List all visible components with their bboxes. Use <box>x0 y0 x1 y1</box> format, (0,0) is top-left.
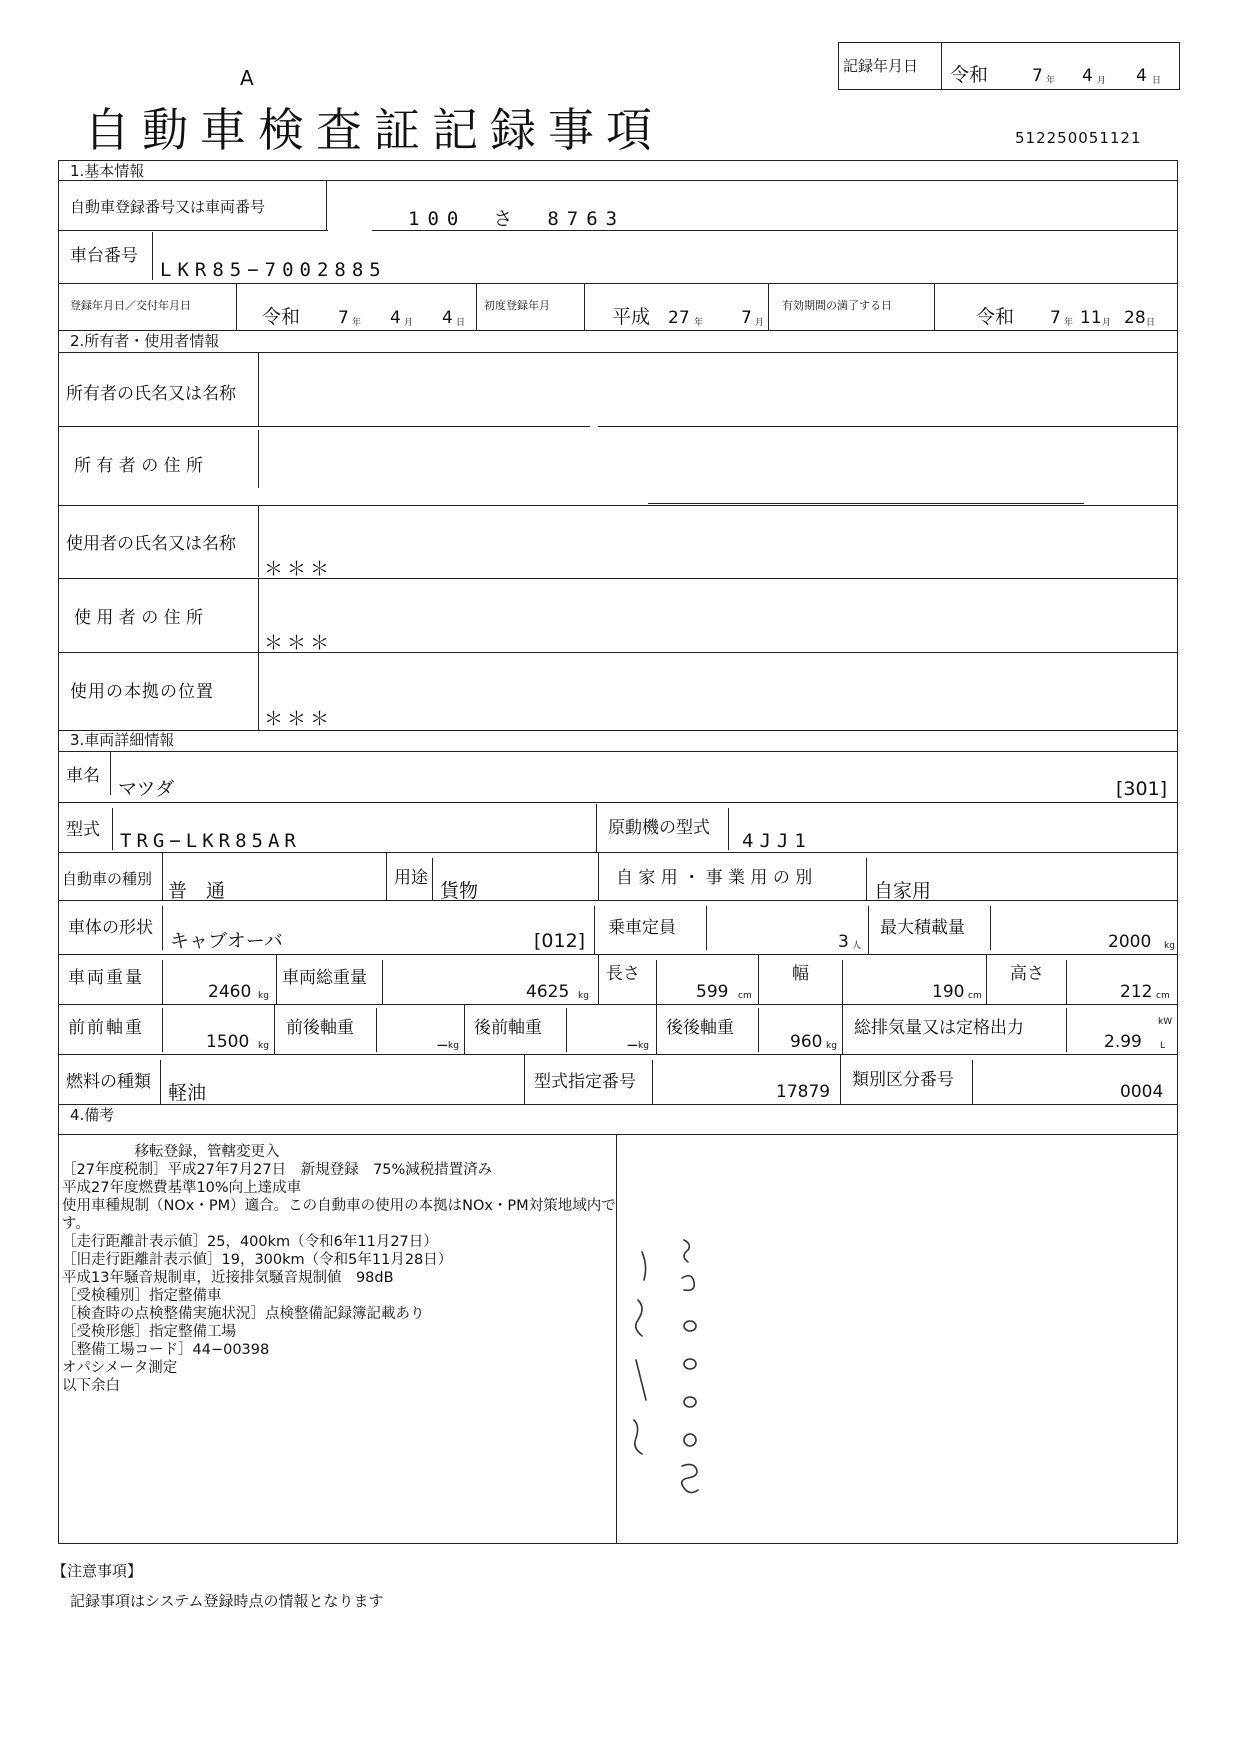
model-value: TRG−LKR85AR <box>120 830 301 852</box>
car-name-code: [301] <box>1116 778 1168 800</box>
expiry-era: 令和 <box>976 306 1015 328</box>
unit-month: 月 <box>1102 318 1112 328</box>
document-number: 512250051121 <box>1015 129 1142 147</box>
weight-label: 車両重量 <box>68 968 144 988</box>
capacity-value: 3 <box>838 932 849 952</box>
front-rear-axle-value: − <box>436 1036 449 1054</box>
unit-cm: cm <box>738 991 752 1001</box>
record-date-month: 4 <box>1082 66 1093 86</box>
capacity-unit: 人 <box>852 941 862 951</box>
vehicle-type-label: 自動車の種別 <box>62 870 153 888</box>
unit-cm: cm <box>968 991 982 1001</box>
max-load-value: 2000 <box>1108 932 1152 952</box>
chassis-label: 車台番号 <box>70 246 138 266</box>
front-front-axle-label: 前前軸重 <box>68 1018 144 1038</box>
reg-date-year: 7 <box>338 308 349 328</box>
first-reg-label: 初度登録年月 <box>484 299 550 312</box>
reg-date-month: 4 <box>390 308 401 328</box>
unit-day: 日 <box>1152 76 1162 86</box>
reg-date-label: 登録年月日／交付年月日 <box>70 299 191 312</box>
record-date-label: 記録年月日 <box>843 57 919 75</box>
unit-year: 年 <box>1064 318 1074 328</box>
max-load-label: 最大積載量 <box>880 918 965 938</box>
rear-rear-axle-label: 後後軸重 <box>666 1018 734 1038</box>
section4-heading: 4.備考 <box>70 1106 115 1124</box>
unit-liter: L <box>1160 1041 1166 1051</box>
expiry-year: 7 <box>1050 308 1061 328</box>
unit-kg: kg <box>826 1041 837 1051</box>
unit-kw: kW <box>1158 1017 1173 1027</box>
base-location-label: 使用の本拠の位置 <box>70 682 214 702</box>
notes-text: 記録事項はシステム登録時点の情報となります <box>70 1592 384 1610</box>
displacement-label: 総排気量又は定格出力 <box>854 1018 1024 1038</box>
body-shape-code: [012] <box>534 930 586 952</box>
height-value: 212 <box>1120 982 1153 1002</box>
unit-kg: kg <box>578 991 589 1001</box>
designation-label: 型式指定番号 <box>534 1072 636 1092</box>
fuel-value: 軽油 <box>168 1082 207 1104</box>
expiry-month: 11 <box>1080 308 1102 328</box>
gross-weight-value: 4625 <box>526 982 570 1002</box>
engine-label: 原動機の型式 <box>608 818 710 838</box>
notes-heading: 【注意事項】 <box>52 1562 143 1580</box>
first-reg-era: 平成 <box>612 306 651 328</box>
unit-year: 年 <box>352 318 362 328</box>
user-address-label: 使 用 者 の 住 所 <box>74 608 204 628</box>
section3-heading: 3.車両詳細情報 <box>70 731 175 749</box>
car-name-label: 車名 <box>66 766 100 786</box>
rear-front-axle-label: 後前軸重 <box>474 1018 542 1038</box>
body-shape-label: 車体の形状 <box>68 918 153 938</box>
first-reg-year: 27 <box>668 308 690 328</box>
reg-date-era: 令和 <box>262 306 301 328</box>
category-label: 類別区分番号 <box>852 1070 954 1090</box>
category-value: 0004 <box>1120 1082 1164 1102</box>
base-location-value: ＊＊＊ <box>264 708 334 730</box>
rear-rear-axle-value: 960 <box>790 1032 823 1052</box>
unit-kg: kg <box>258 991 269 1001</box>
handwritten-annotation <box>620 1230 730 1530</box>
rear-front-axle-value: − <box>626 1036 639 1054</box>
unit-day: 日 <box>456 318 466 328</box>
unit-cm: cm <box>1156 991 1170 1001</box>
usage-value: 貨物 <box>440 880 479 902</box>
record-date-day: 4 <box>1136 66 1147 86</box>
designation-value: 17879 <box>776 1082 831 1102</box>
model-label: 型式 <box>66 820 100 840</box>
record-date-year: 7 <box>1032 66 1043 86</box>
reg-number-value: 100 さ 8763 <box>408 208 626 230</box>
unit-year: 年 <box>694 318 704 328</box>
remarks-text: 移転登録，管轄変更入 ［27年度税制］平成27年7月27日 新規登録 75%減税措置済み 平成27年度燃費基準10%向上達成車 使用車種規制（NOx・PM）適合。この自動車の使用の本拠はNOx・PM対策地域内です。 ［走行距離計表示値］25，400km（令和6年11月27日） ［旧走行距離計表示値］19，300km（令和5年11月28日） 平成13年騒音規制車，近接排気騒音規制値 98dB ［受検種別］指定整備車 ［検査時の点検整備実施状況］点検整備記録簿記載あり ［受検形態］指定整備工場 ［整備工場コード］44−00398 オパシメータ測定 以下余白 <box>62 1144 616 1394</box>
corner-mark: A <box>240 66 254 90</box>
user-name-value: ＊＊＊ <box>264 558 334 580</box>
unit-month: 月 <box>404 318 414 328</box>
length-label: 長さ <box>606 964 640 984</box>
chassis-value: LKR85−7002885 <box>160 259 387 281</box>
front-rear-axle-label: 前後軸重 <box>286 1018 354 1038</box>
reg-date-day: 4 <box>442 308 453 328</box>
length-value: 599 <box>696 982 729 1002</box>
reg-number-label: 自動車登録番号又は車両番号 <box>70 198 266 216</box>
weight-value: 2460 <box>208 982 252 1002</box>
user-name-label: 使用者の氏名又は名称 <box>66 534 236 554</box>
front-front-axle-value: 1500 <box>206 1032 250 1052</box>
displacement-value: 2.99 <box>1104 1032 1142 1052</box>
height-label: 高さ <box>1010 964 1044 984</box>
vehicle-type-value: 普 通 <box>168 880 226 902</box>
private-use-label: 自 家 用 ・ 事 業 用 の 別 <box>616 868 813 888</box>
body-shape-value: キャブオーバ <box>170 930 283 952</box>
expiry-day: 28 <box>1124 308 1146 328</box>
user-address-value: ＊＊＊ <box>264 632 334 654</box>
unit-kg: kg <box>448 1041 459 1051</box>
unit-kg: kg <box>258 1041 269 1051</box>
width-value: 190 <box>932 982 965 1002</box>
gross-weight-label: 車両総重量 <box>282 968 367 988</box>
unit-kg: kg <box>638 1041 649 1051</box>
unit-kg: kg <box>1164 941 1175 951</box>
record-date-era: 令和 <box>950 64 989 86</box>
fuel-label: 燃料の種類 <box>66 1072 151 1092</box>
width-label: 幅 <box>792 964 809 984</box>
capacity-label: 乗車定員 <box>608 918 676 938</box>
usage-label: 用途 <box>394 868 428 888</box>
section1-heading: 1.基本情報 <box>70 162 145 180</box>
page-title: 自動車検査証記録事項 <box>84 103 664 157</box>
owner-address-label: 所 有 者 の 住 所 <box>74 456 204 476</box>
owner-name-label: 所有者の氏名又は名称 <box>66 384 236 404</box>
car-name-value: マツダ <box>118 778 175 800</box>
private-use-value: 自家用 <box>874 880 932 902</box>
expiry-label: 有効期間の満了する日 <box>782 299 892 312</box>
unit-year: 年 <box>1046 76 1056 86</box>
section2-heading: 2.所有者・使用者情報 <box>70 332 220 350</box>
unit-day: 日 <box>1146 318 1156 328</box>
unit-month: 月 <box>755 318 765 328</box>
first-reg-month: 7 <box>741 308 752 328</box>
engine-value: 4JJ1 <box>742 830 812 852</box>
unit-month: 月 <box>1097 76 1107 86</box>
